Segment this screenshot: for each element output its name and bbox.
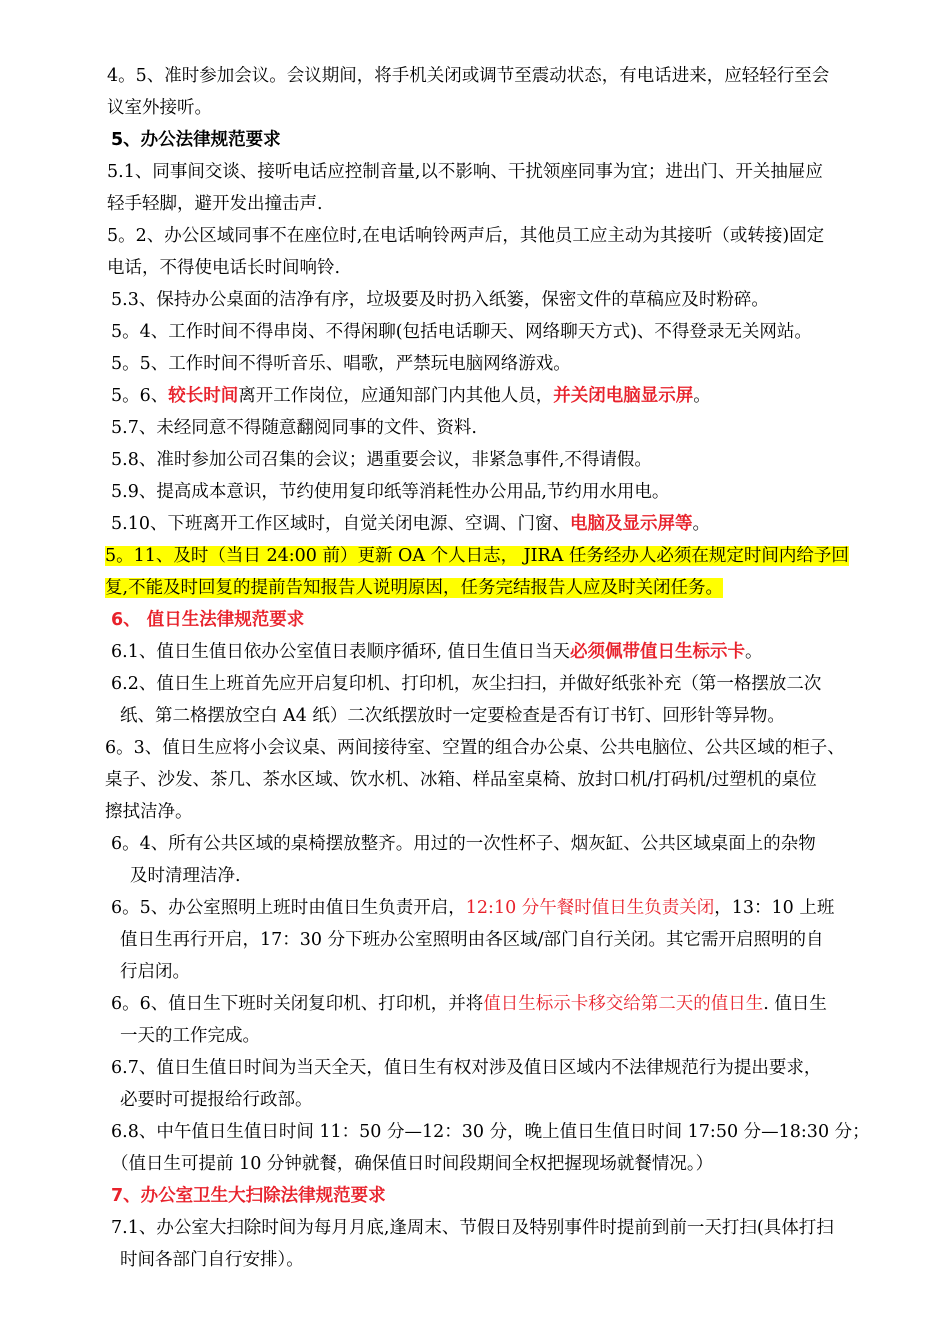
text-run: 离开工作岗位，应通知部门内其他人员， xyxy=(238,386,554,406)
text-line: 擦拭洁净。 xyxy=(105,802,193,822)
text-run: ，13：10 上班 xyxy=(714,898,835,918)
text-line: 6.2、值日生上班首先应开启复印机、打印机，灰尘扫扫，并做好纸张补充（第一格摆放二次 xyxy=(111,674,822,694)
paragraph-5-3: 5.3、保持办公桌面的洁净有序，垃圾要及时扔入纸篓，保密文件的草稿应及时粉碎。 xyxy=(111,290,769,310)
text-line: 桌子、沙发、茶几、茶水区域、饮水机、冰箱、样品室桌椅、放封口机/打码机/过塑机的桌位 xyxy=(105,770,817,790)
highlighted-text: 5。11、及时（当日 24:00 前）更新 OA 个人日志， JIRA 任务经办人必须在规定时间内给予回 xyxy=(105,546,849,566)
text-run: . 值日生 xyxy=(763,994,827,1014)
text-line: 5.1、同事间交谈、接听电话应控制音量,以不影响、干扰领座同事为宜；进出门、开关抽屉应 xyxy=(107,162,823,182)
text-line xyxy=(111,992,827,1016)
text-run: 。 xyxy=(693,386,711,406)
highlighted-text: 复,不能及时回复的提前告知报告人说明原因，任务完结报告人应及时关闭任务。 xyxy=(105,578,724,598)
text-run: 6。6、值日生下班时关闭复印机、打印机，并将 xyxy=(111,994,484,1014)
text-run: 6.1、值日生值日依办公室值日表顺序循环, 值日生值日当天 xyxy=(111,642,570,662)
text-line: 及时清理洁净. xyxy=(130,866,241,886)
emphasis-text: 12:10 分午餐时值日生负责关闭 xyxy=(465,898,715,918)
text-line xyxy=(111,896,834,920)
section-5-heading: 5、办公法律规范要求 xyxy=(111,130,281,150)
paragraph-5-5: 5。5、工作时间不得听音乐、唱歌，严禁玩电脑网络游戏。 xyxy=(111,354,571,374)
paragraph-5-10 xyxy=(111,512,710,536)
text-line: （值日生可提前 10 分钟就餐，确保值日时间段期间全权把握现场就餐情况。） xyxy=(111,1154,714,1174)
paragraph-5-9: 5.9、提高成本意识，节约使用复印纸等消耗性办公用品,节约用水用电。 xyxy=(111,482,670,502)
text-line: 行启闭。 xyxy=(120,962,190,982)
text-line: 电话，不得使电话长时间响铃. xyxy=(107,258,341,278)
text-line: 6。4、所有公共区域的桌椅摆放整齐。用过的一次性杯子、烟灰缸、公共区域桌面上的杂物 xyxy=(111,834,816,854)
emphasis-text: 电脑及显示屏等 xyxy=(569,514,693,534)
emphasis-text: 较长时间 xyxy=(168,386,239,406)
section-7-heading xyxy=(111,1184,386,1208)
text-line: 时间各部门自行安排）。 xyxy=(120,1250,304,1270)
emphasis-text: 值日生标示卡移交给第二天的值日生 xyxy=(483,994,764,1014)
text-line: 6.8、中午值日生值日时间 11：50 分—12：30 分，晚上值日生值日时间 17:50 分—18:30 分； xyxy=(111,1122,870,1142)
paragraph-5-6 xyxy=(111,384,711,408)
text-run: 5。6、 xyxy=(111,386,169,406)
text-line: 7.1、办公室大扫除时间为每月月底,逢周末、节假日及特别事件时提前到前一天打扫(具体打扫 xyxy=(111,1218,834,1238)
text-line xyxy=(105,576,723,600)
text-line: 4。5、准时参加会议。会议期间，将手机关闭或调节至震动状态，有电话进来，应轻轻行至会 xyxy=(107,66,830,86)
text-run: 。 xyxy=(692,514,710,534)
emphasis-text: 并关闭电脑显示屏 xyxy=(553,386,694,406)
text-line: 必要时可提报给行政部。 xyxy=(120,1090,313,1110)
emphasis-text: 必须佩带值日生标示卡 xyxy=(569,642,745,662)
text-line: 轻手轻脚，避开发出撞击声. xyxy=(107,194,323,214)
paragraph-5-7: 5.7、未经同意不得随意翻阅同事的文件、资料. xyxy=(111,418,477,438)
text-line: 议室外接听。 xyxy=(107,98,212,118)
text-line: 值日生再行开启，17：30 分下班办公室照明由各区域/部门自行关闭。其它需开启照明的自 xyxy=(120,930,824,950)
text-line: 6.7、值日生值日时间为当天全天，值日生有权对涉及值日区域内不法律规范行为提出要求， xyxy=(111,1058,822,1078)
section-6-heading: 6、 值日生法律规范要求 xyxy=(111,610,305,630)
text-run: 。 xyxy=(744,642,763,662)
paragraph-5-4: 5。4、工作时间不得串岗、不得闲聊(包括电话聊天、网络聊天方式)、不得登录无关网站。 xyxy=(111,322,812,342)
text-line: 5。2、办公区域同事不在座位时,在电话响铃两声后，其他员工应主动为其接听（或转接)固定 xyxy=(107,226,825,246)
text-run: 5.10、下班离开工作区域时，自觉关闭电源、空调、门窗、 xyxy=(111,514,570,534)
text-run: 6。5、办公室照明上班时由值日生负责开启， xyxy=(111,898,466,918)
text-line: 纸、第二格摆放空白 A4 纸）二次纸摆放时一定要检查是否有订书钉、回形针等异物。 xyxy=(120,706,785,726)
text-line: 一天的工作完成。 xyxy=(120,1026,260,1046)
heading-text: 7、办公室卫生大扫除法律规范要求 xyxy=(111,1186,386,1206)
paragraph-5-8: 5.8、准时参加公司召集的会议；遇重要会议，非紧急事件,不得请假。 xyxy=(111,450,652,470)
text-line xyxy=(105,544,849,568)
text-line: 6。3、值日生应将小会议桌、两间接待室、空置的组合办公桌、公共电脑位、公共区域的柜子、 xyxy=(105,738,845,758)
paragraph-6-1 xyxy=(111,640,762,664)
